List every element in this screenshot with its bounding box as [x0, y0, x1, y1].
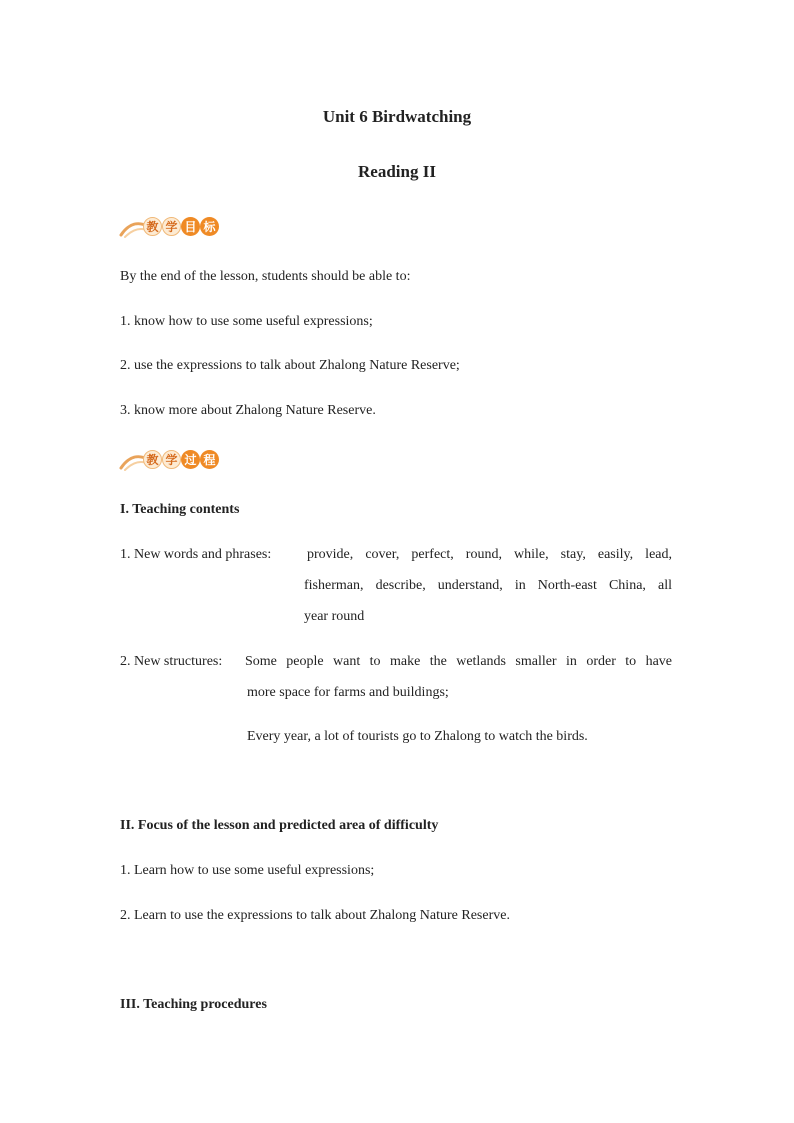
objective-item: 3. know more about Zhalong Nature Reserve. [120, 403, 376, 418]
focus-item: 2. Learn to use the expressions to talk about Zhalong Nature Reserve. [120, 908, 510, 923]
objectives-badge [119, 213, 219, 239]
badge-char: 标 [200, 217, 219, 236]
objective-item: 1. know how to use some useful expressions; [120, 314, 373, 329]
badge-char: 学 [162, 217, 181, 236]
badge-char: 过 [181, 450, 200, 469]
words-line: fisherman, describe, understand, in North-east China, all [304, 578, 672, 593]
badge-char: 教 [143, 450, 162, 469]
badge-char: 目 [181, 217, 200, 236]
objectives-intro: By the end of the lesson, students should be able to: [120, 269, 411, 284]
structures-line: Every year, a lot of tourists go to Zhalong to watch the birds. [247, 729, 588, 744]
process-badge [119, 446, 219, 472]
words-line: year round [304, 609, 365, 624]
badge-char: 学 [162, 450, 181, 469]
section-heading: I. Teaching contents [120, 502, 240, 517]
section-heading: III. Teaching procedures [120, 997, 267, 1012]
structures-label: 2. New structures: [120, 654, 223, 669]
page-subtitle: Reading II [358, 162, 436, 181]
words-label: 1. New words and phrases: [120, 547, 272, 562]
words-line: provide, cover, perfect, round, while, stay, easily, lead, [307, 547, 672, 562]
badge-char: 程 [200, 450, 219, 469]
page-title: Unit 6 Birdwatching [322, 107, 472, 126]
structures-line: Some people want to make the wetlands smaller in order to have [245, 654, 672, 669]
objective-item: 2. use the expressions to talk about Zhalong Nature Reserve; [120, 358, 460, 373]
section-heading: II. Focus of the lesson and predicted area of difficulty [120, 818, 439, 833]
badge-char: 教 [143, 217, 162, 236]
focus-item: 1. Learn how to use some useful expressions; [120, 863, 375, 878]
structures-line: more space for farms and buildings; [247, 685, 449, 700]
